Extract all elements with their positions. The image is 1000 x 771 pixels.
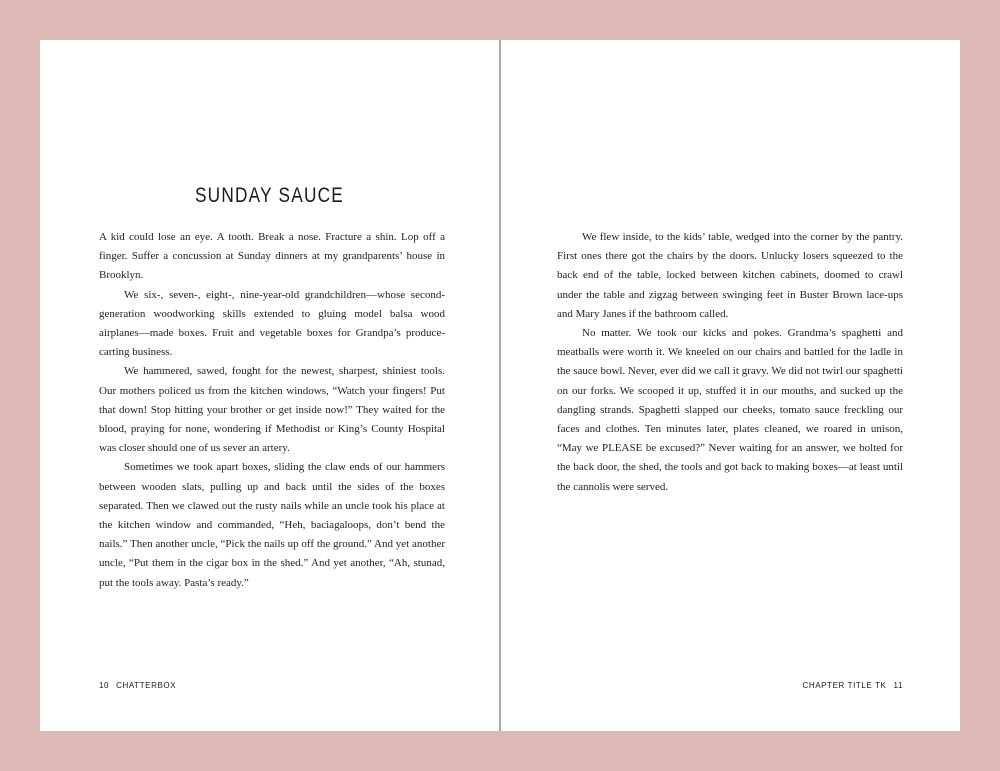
right-page-body (557, 228, 903, 497)
paragraph: A kid could lose an eye. A tooth. Break a nose. Fracture a shin. Lop off a finger. Suffer a concussion at Sunday dinners at my grandparents’ house in Brooklyn. (99, 231, 445, 282)
paragraph: No matter. We took our kicks and pokes. Grandma’s spaghetti and meatballs were worth it. We kneeled on our chairs and battled for the ladle in the sauce bowl. Never, ever did we call it gravy. We did not twirl our spaghetti on our forks. We scooped it up, stuffed it in our mouths, and sucked up the dangling strands. Spaghetti slapped our cheeks, tomato sauce freckling our faces and clothes. Ten minutes later, plates cleaned, we roared in unison, “May we PLEASE be excused?” Never waiting for an answer, we bolted for the back door, the shed, the tools and got back to making boxes—at least until the cannolis were served. (557, 327, 903, 493)
left-page (40, 40, 499, 731)
chapter-title: SUNDAY SAUCE (194, 184, 345, 207)
right-folio (802, 681, 903, 690)
paragraph: Sometimes we took apart boxes, sliding the claw ends of our hammers between wooden slats, pulling up and back until the sides of the boxes separated. Then we clawed out the rusty nails while an uncle took his place at the kitchen window and commanded, “Heh, baciagaloops, don’t bend the nails.” Then another uncle, “Pick the nails up off the ground.” And yet another uncle, “Put them in the cigar box in the shed.” And yet another, “Ah, stunad, put the tools away. Pasta’s ready.” (99, 461, 445, 589)
running-head: CHATTERBOX (116, 681, 177, 690)
paragraph: We six-, seven-, eight-, nine-year-old grandchildren—whose second-generation woodworking skills extended to gluing model balsa wood airplanes—made boxes. Fruit and vegetable boxes for Grandpa’s produce-carting business. (99, 288, 445, 359)
left-page-body (99, 228, 445, 593)
page-number: 10 (99, 681, 110, 690)
page-number: 11 (893, 681, 903, 690)
paragraph: We hammered, sawed, fought for the newest, sharpest, shiniest tools. Our mothers policed us from the kitchen windows, “Watch your fingers! Put that down! Stop hitting your brother or get inside now!” They waited for the blood, praying for none, wondering if Methodist or King’s County Hospital was closer should one of us sever an artery. (99, 365, 445, 455)
book-spread (40, 40, 960, 731)
right-page (501, 40, 960, 731)
left-folio (99, 681, 176, 690)
running-head: CHAPTER TITLE TK (802, 681, 887, 690)
paragraph: We flew inside, to the kids’ table, wedged into the corner by the pantry. First ones there got the chairs by the doors. Unlucky losers squeezed to the back end of the table, locked between kitchen cabinets, doomed to crawl under the table and zigzag between swinging feet in Buster Brown lace-ups and Mary Janes if the bathroom called. (557, 231, 903, 320)
